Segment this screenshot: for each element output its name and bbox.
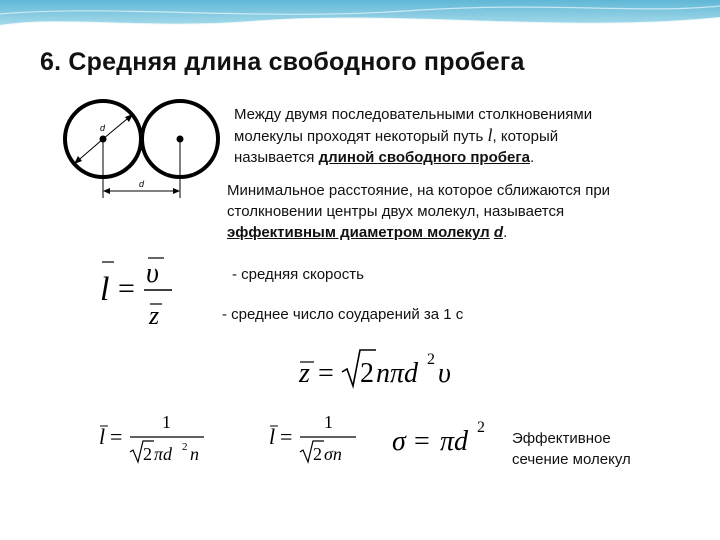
formula-mean-free-path-expanded [96, 408, 216, 468]
diagram-label-distance: d [139, 179, 145, 189]
term-effective-diameter: эффективным диаметром молекул [227, 224, 490, 241]
formula-l2-lhs: l [269, 424, 276, 449]
formula-l1-eq: = [110, 424, 123, 449]
formula-z-eq: = [318, 358, 334, 389]
formula-l1-den-tail: n [190, 444, 199, 464]
symbol-d: d [493, 224, 504, 241]
formula-z-coef: 2 [360, 358, 374, 389]
formula-collision-rate [296, 342, 476, 392]
formula-l2-den-rest: σn [324, 444, 342, 464]
paragraph2-line2: столкновении центры двух молекул, называется [227, 203, 565, 220]
formula-z-rest: nπd [376, 358, 419, 389]
paragraph-mean-free-path [234, 104, 592, 168]
formula-z-exp: 2 [427, 351, 435, 368]
note-average-speed: - средняя скорость [232, 266, 364, 283]
paragraph2-line3 [227, 222, 610, 243]
symbol-l: l [487, 125, 493, 145]
formula-cross-section [390, 416, 500, 460]
formula-l1-num: 1 [162, 412, 171, 432]
paragraph1-line2 [234, 125, 592, 147]
paragraph1-line2-pre: молекулы проходят некоторый путь [234, 128, 488, 145]
paragraph2-line1: Минимальное расстояние, на которое сближаются при [227, 182, 611, 199]
formula-mean-free-path [96, 252, 186, 332]
formula-l1-den-exp: 2 [182, 441, 188, 453]
paragraph1-line2-post: , который [492, 128, 559, 145]
formula-l1-lhs: l [99, 424, 106, 449]
cross-section-line2: сечение молекул [512, 451, 631, 468]
formula-sigma-eq: = [414, 426, 430, 457]
formula-sigma-lhs: σ [392, 426, 406, 457]
formula-main-num: υ [146, 258, 159, 289]
paragraph2-line3-post: . [503, 224, 508, 241]
slide-title: 6. Средняя длина свободного пробега [40, 48, 525, 76]
paragraph1-line3 [234, 147, 592, 168]
paragraph1-line3-post: . [529, 149, 535, 166]
header-banner [0, 0, 720, 34]
formula-l2-den-coef: 2 [313, 444, 322, 464]
formula-l1-den-rest: πd [154, 444, 173, 464]
term-mean-free-path: длиной свободного пробега [318, 149, 530, 166]
cross-section-label [512, 428, 631, 470]
note-average-collisions: - среднее число соударений за 1 с [222, 306, 464, 323]
formula-main-den: z [149, 301, 160, 330]
diagram-label-diameter: d [100, 123, 106, 133]
formula-l2-num: 1 [324, 412, 333, 432]
molecule-diameter-diagram [62, 98, 222, 204]
formula-l2-eq: = [280, 424, 293, 449]
formula-sigma-exp: 2 [477, 419, 485, 436]
paragraph1-line3-pre: называется [234, 149, 319, 166]
formula-main-eq: = [118, 272, 135, 305]
formula-z-tail: υ [438, 358, 451, 389]
paragraph-effective-diameter [227, 180, 610, 243]
formula-mean-free-path-sigma [266, 408, 366, 468]
paragraph1-line1: Между двумя последовательными столкновениями [234, 106, 593, 123]
formula-l1-den-coef: 2 [143, 444, 152, 464]
cross-section-line1: Эффективное [512, 430, 611, 447]
formula-main-lhs: l [100, 271, 110, 308]
formula-sigma-rest: πd [440, 426, 469, 457]
formula-z-lhs: z [299, 358, 310, 389]
